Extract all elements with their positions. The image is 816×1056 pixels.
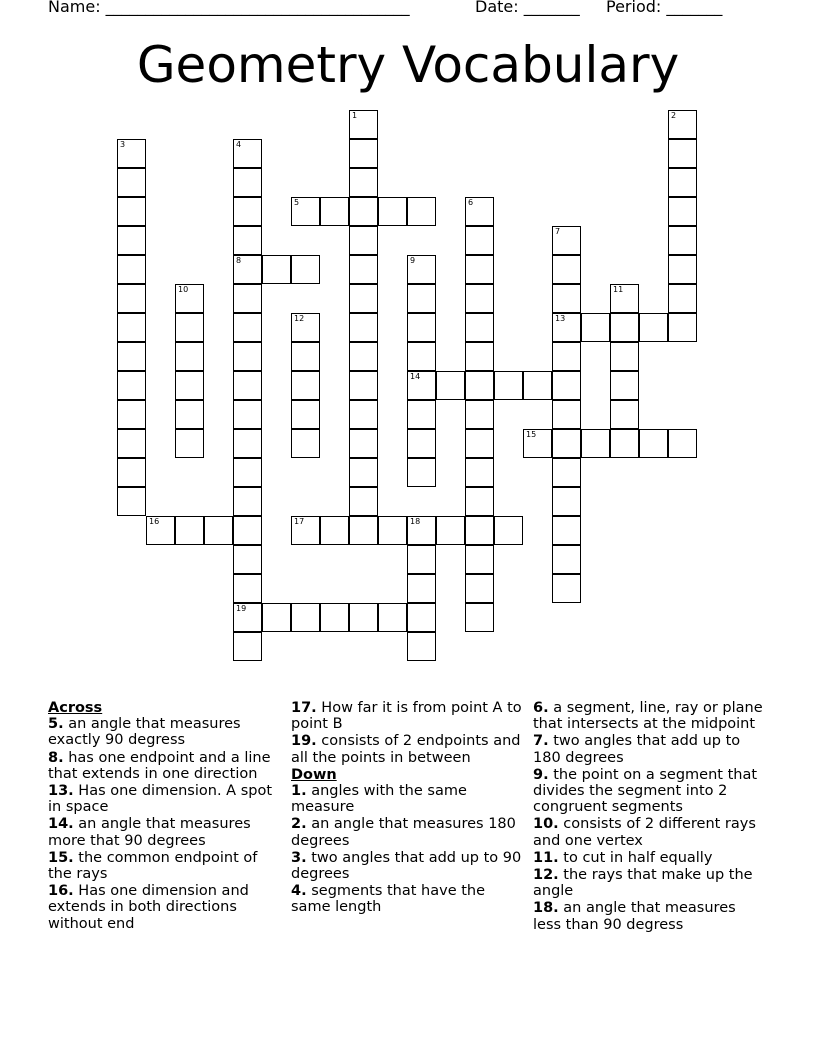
grid-cell[interactable] <box>552 545 581 574</box>
grid-cell[interactable] <box>233 487 262 516</box>
grid-cell[interactable] <box>407 545 436 574</box>
clue-item <box>48 783 278 815</box>
grid-cell[interactable] <box>117 429 146 458</box>
grid-cell[interactable] <box>117 487 146 516</box>
grid-cell[interactable] <box>233 255 262 284</box>
grid-cell[interactable] <box>378 197 407 226</box>
clue-number: 10 <box>178 285 189 294</box>
clues-column-3 <box>533 700 768 934</box>
grid-cell[interactable] <box>465 313 494 342</box>
grid-cell[interactable] <box>407 458 436 487</box>
clue-item <box>291 883 523 915</box>
grid-cell[interactable] <box>117 458 146 487</box>
clue-item-number: 6. <box>533 700 549 716</box>
grid-cell[interactable] <box>465 226 494 255</box>
grid-cell[interactable] <box>349 255 378 284</box>
clue-item-text: consists of 2 endpoints and all the points in between <box>291 733 521 766</box>
grid-cell[interactable] <box>610 284 639 313</box>
grid-cell[interactable] <box>552 342 581 371</box>
grid-cell[interactable] <box>349 429 378 458</box>
grid-cell[interactable] <box>407 197 436 226</box>
grid-cell[interactable] <box>117 168 146 197</box>
grid-cell[interactable] <box>175 400 204 429</box>
grid-cell[interactable] <box>407 313 436 342</box>
clue-number: 16 <box>149 517 160 526</box>
grid-cell[interactable] <box>233 168 262 197</box>
grid-cell[interactable] <box>581 429 610 458</box>
grid-cell[interactable] <box>349 487 378 516</box>
grid-cell[interactable] <box>407 255 436 284</box>
clue-item <box>48 816 278 848</box>
clues-column-2 <box>291 700 523 917</box>
clue-item-number: 1. <box>291 783 307 800</box>
grid-cell[interactable] <box>668 429 697 458</box>
period-field-label[interactable]: Period: _______ <box>606 0 723 16</box>
clue-item-text: two angles that add up to 90 degrees <box>291 849 522 883</box>
grid-cell[interactable] <box>175 313 204 342</box>
clue-item-text: the rays that make up the angle <box>533 867 753 900</box>
clue-number: 4 <box>236 140 242 149</box>
clue-item <box>533 767 768 816</box>
clue-item-text: a segment, line, ray or plane that intersects at the midpoint <box>533 700 763 733</box>
grid-cell[interactable] <box>320 603 349 632</box>
grid-cell[interactable] <box>291 516 320 545</box>
grid-cell[interactable] <box>668 110 697 139</box>
clue-item-number: 15. <box>48 849 74 866</box>
grid-cell[interactable] <box>233 429 262 458</box>
grid-cell[interactable] <box>291 197 320 226</box>
grid-cell[interactable] <box>349 400 378 429</box>
clue-item-number: 8. <box>48 749 64 766</box>
grid-cell[interactable] <box>291 400 320 429</box>
grid-cell[interactable] <box>668 313 697 342</box>
grid-cell[interactable] <box>668 284 697 313</box>
grid-cell[interactable] <box>465 342 494 371</box>
clue-item-number: 9. <box>533 766 549 783</box>
grid-cell[interactable] <box>465 429 494 458</box>
clue-item-text: to cut in half equally <box>558 849 713 866</box>
grid-cell[interactable] <box>233 632 262 661</box>
grid-cell[interactable] <box>349 284 378 313</box>
grid-cell[interactable] <box>552 429 581 458</box>
clue-item <box>48 716 278 748</box>
clue-item-text: Has one dimension. A spot in space <box>48 783 273 816</box>
clue-item <box>291 700 523 732</box>
grid-cell[interactable] <box>349 342 378 371</box>
grid-cell[interactable] <box>668 226 697 255</box>
grid-cell[interactable] <box>494 371 523 400</box>
grid-cell[interactable] <box>668 168 697 197</box>
grid-cell[interactable] <box>378 516 407 545</box>
grid-cell[interactable] <box>233 603 262 632</box>
grid-cell[interactable] <box>552 371 581 400</box>
clue-item <box>533 900 768 932</box>
clue-item <box>533 816 768 848</box>
grid-cell[interactable] <box>407 284 436 313</box>
grid-cell[interactable] <box>552 516 581 545</box>
grid-cell[interactable] <box>233 458 262 487</box>
clue-item <box>533 850 768 866</box>
grid-cell[interactable] <box>349 139 378 168</box>
grid-cell[interactable] <box>668 197 697 226</box>
across-heading: Across <box>48 700 103 716</box>
grid-cell[interactable] <box>233 574 262 603</box>
grid-cell[interactable] <box>233 516 262 545</box>
clue-item-text: has one endpoint and a line that extends in one direction <box>48 749 271 782</box>
grid-cell[interactable] <box>117 342 146 371</box>
grid-cell[interactable] <box>349 371 378 400</box>
grid-cell[interactable] <box>233 400 262 429</box>
grid-cell[interactable] <box>175 429 204 458</box>
grid-cell[interactable] <box>610 400 639 429</box>
grid-cell[interactable] <box>204 516 233 545</box>
clue-item-number: 16. <box>48 883 74 900</box>
grid-cell[interactable] <box>262 603 291 632</box>
clue-number: 2 <box>671 111 677 120</box>
clue-item-text: the common endpoint of the rays <box>48 849 258 883</box>
grid-cell[interactable] <box>610 342 639 371</box>
clue-item-text: segments that have the same length <box>291 883 486 916</box>
grid-cell[interactable] <box>349 226 378 255</box>
clue-item-number: 17. <box>291 700 317 716</box>
grid-cell[interactable] <box>291 342 320 371</box>
grid-cell[interactable] <box>552 574 581 603</box>
grid-cell[interactable] <box>552 226 581 255</box>
clue-item-number: 11. <box>533 849 559 866</box>
grid-cell[interactable] <box>523 429 552 458</box>
clue-item <box>48 850 278 882</box>
clue-number: 8 <box>236 256 242 265</box>
down-clue-list <box>291 783 523 916</box>
clue-item-text: the point on a segment that divides the segment into 2 congruent segments <box>533 766 758 816</box>
grid-cell[interactable] <box>407 342 436 371</box>
clue-item-number: 13. <box>48 783 74 800</box>
grid-cell[interactable] <box>523 371 552 400</box>
clue-item <box>291 816 523 848</box>
clue-item-number: 10. <box>533 816 559 833</box>
clue-number: 1 <box>352 111 358 120</box>
down-clue-list-continued <box>533 700 768 933</box>
grid-cell[interactable] <box>552 284 581 313</box>
grid-cell[interactable] <box>465 197 494 226</box>
clue-item-text: an angle that measures 180 degrees <box>291 816 516 849</box>
grid-cell[interactable] <box>465 487 494 516</box>
grid-cell[interactable] <box>465 574 494 603</box>
grid-cell[interactable] <box>233 313 262 342</box>
clue-number: 5 <box>294 198 300 207</box>
name-field-label[interactable]: Name: ______________________________________ <box>48 0 410 16</box>
clue-item <box>291 783 523 815</box>
grid-cell[interactable] <box>233 342 262 371</box>
grid-cell[interactable] <box>117 139 146 168</box>
clue-number: 18 <box>410 517 421 526</box>
clue-number: 15 <box>526 430 537 439</box>
grid-cell[interactable] <box>349 603 378 632</box>
grid-cell[interactable] <box>175 284 204 313</box>
grid-cell[interactable] <box>233 139 262 168</box>
clue-item-text: an angle that measures exactly 90 degress <box>48 716 241 749</box>
clue-item-number: 4. <box>291 883 307 900</box>
clue-number: 9 <box>410 256 416 265</box>
clue-item-number: 5. <box>48 716 64 733</box>
clue-number: 13 <box>555 314 566 323</box>
clue-item <box>291 850 523 882</box>
grid-cell[interactable] <box>378 603 407 632</box>
clue-item <box>48 750 278 782</box>
grid-cell[interactable] <box>552 400 581 429</box>
clue-item-text: Has one dimension and extends in both directions without end <box>48 883 249 932</box>
grid-cell[interactable] <box>668 255 697 284</box>
clue-item <box>533 700 768 732</box>
clue-number: 6 <box>468 198 474 207</box>
grid-cell[interactable] <box>407 429 436 458</box>
clue-item-text: an angle that measures less than 90 degress <box>533 900 736 933</box>
grid-cell[interactable] <box>291 603 320 632</box>
grid-cell[interactable] <box>117 400 146 429</box>
grid-cell[interactable] <box>610 429 639 458</box>
grid-cell[interactable] <box>117 313 146 342</box>
down-heading: Down <box>291 766 337 783</box>
grid-cell[interactable] <box>233 197 262 226</box>
grid-cell[interactable] <box>552 487 581 516</box>
grid-cell[interactable] <box>291 313 320 342</box>
date-field-label[interactable]: Date: _______ <box>475 0 580 16</box>
grid-cell[interactable] <box>407 371 436 400</box>
grid-cell[interactable] <box>407 574 436 603</box>
clue-item-text: angles with the same measure <box>291 783 467 816</box>
across-clue-list-continued <box>291 700 523 766</box>
clue-number: 12 <box>294 314 305 323</box>
clue-item <box>291 733 523 765</box>
clue-item <box>533 867 768 899</box>
clue-number: 14 <box>410 372 421 381</box>
clues-column-1 <box>48 700 278 933</box>
grid-cell[interactable] <box>117 284 146 313</box>
clue-number: 19 <box>236 604 247 613</box>
grid-cell[interactable] <box>552 458 581 487</box>
grid-cell[interactable] <box>668 139 697 168</box>
grid-cell[interactable] <box>175 516 204 545</box>
clue-item-number: 2. <box>291 816 307 833</box>
grid-cell[interactable] <box>639 313 668 342</box>
clue-item-number: 14. <box>48 816 74 833</box>
grid-cell[interactable] <box>465 284 494 313</box>
grid-cell[interactable] <box>320 197 349 226</box>
page-title: Geometry Vocabulary <box>136 36 680 94</box>
grid-cell[interactable] <box>117 371 146 400</box>
clue-item-text: an angle that measures more that 90 degrees <box>48 816 251 849</box>
grid-cell[interactable] <box>581 313 610 342</box>
grid-cell[interactable] <box>465 545 494 574</box>
grid-cell[interactable] <box>349 458 378 487</box>
grid-cell[interactable] <box>349 197 378 226</box>
clue-item-text: consists of 2 different rays and one vertex <box>533 816 756 849</box>
clue-item <box>533 733 768 765</box>
grid-cell[interactable] <box>407 400 436 429</box>
clue-number: 11 <box>613 285 624 294</box>
grid-cell[interactable] <box>494 516 523 545</box>
grid-cell[interactable] <box>233 545 262 574</box>
grid-cell[interactable] <box>320 516 349 545</box>
grid-cell[interactable] <box>465 516 494 545</box>
clue-item-number: 3. <box>291 849 307 866</box>
clue-item-number: 7. <box>533 733 549 750</box>
grid-cell[interactable] <box>552 313 581 342</box>
grid-cell[interactable] <box>407 516 436 545</box>
clue-number: 17 <box>294 517 305 526</box>
across-clue-list <box>48 716 278 932</box>
grid-cell[interactable] <box>291 429 320 458</box>
grid-cell[interactable] <box>639 429 668 458</box>
grid-cell[interactable] <box>146 516 175 545</box>
grid-cell[interactable] <box>233 226 262 255</box>
clue-item-number: 18. <box>533 900 559 917</box>
grid-cell[interactable] <box>233 371 262 400</box>
grid-cell[interactable] <box>291 255 320 284</box>
clue-item-number: 12. <box>533 867 559 884</box>
grid-cell[interactable] <box>465 371 494 400</box>
grid-cell[interactable] <box>465 255 494 284</box>
clue-item-number: 19. <box>291 733 317 750</box>
clue-item-text: How far it is from point A to point B <box>291 700 522 733</box>
grid-cell[interactable] <box>465 400 494 429</box>
clue-number: 3 <box>120 140 126 149</box>
grid-cell[interactable] <box>349 110 378 139</box>
grid-cell[interactable] <box>349 313 378 342</box>
grid-cell[interactable] <box>465 603 494 632</box>
grid-cell[interactable] <box>407 603 436 632</box>
grid-cell[interactable] <box>407 632 436 661</box>
grid-cell[interactable] <box>117 255 146 284</box>
grid-cell[interactable] <box>175 342 204 371</box>
grid-cell[interactable] <box>349 168 378 197</box>
grid-cell[interactable] <box>610 371 639 400</box>
grid-cell[interactable] <box>117 197 146 226</box>
grid-cell[interactable] <box>552 255 581 284</box>
grid-cell[interactable] <box>436 371 465 400</box>
clue-item-text: two angles that add up to 180 degrees <box>533 733 741 766</box>
grid-cell[interactable] <box>465 458 494 487</box>
clue-item <box>48 883 278 932</box>
grid-cell[interactable] <box>349 516 378 545</box>
grid-cell[interactable] <box>117 226 146 255</box>
grid-cell[interactable] <box>175 371 204 400</box>
clue-number: 7 <box>555 227 561 236</box>
grid-cell[interactable] <box>262 255 291 284</box>
grid-cell[interactable] <box>436 516 465 545</box>
grid-cell[interactable] <box>291 371 320 400</box>
grid-cell[interactable] <box>233 284 262 313</box>
grid-cell[interactable] <box>610 313 639 342</box>
